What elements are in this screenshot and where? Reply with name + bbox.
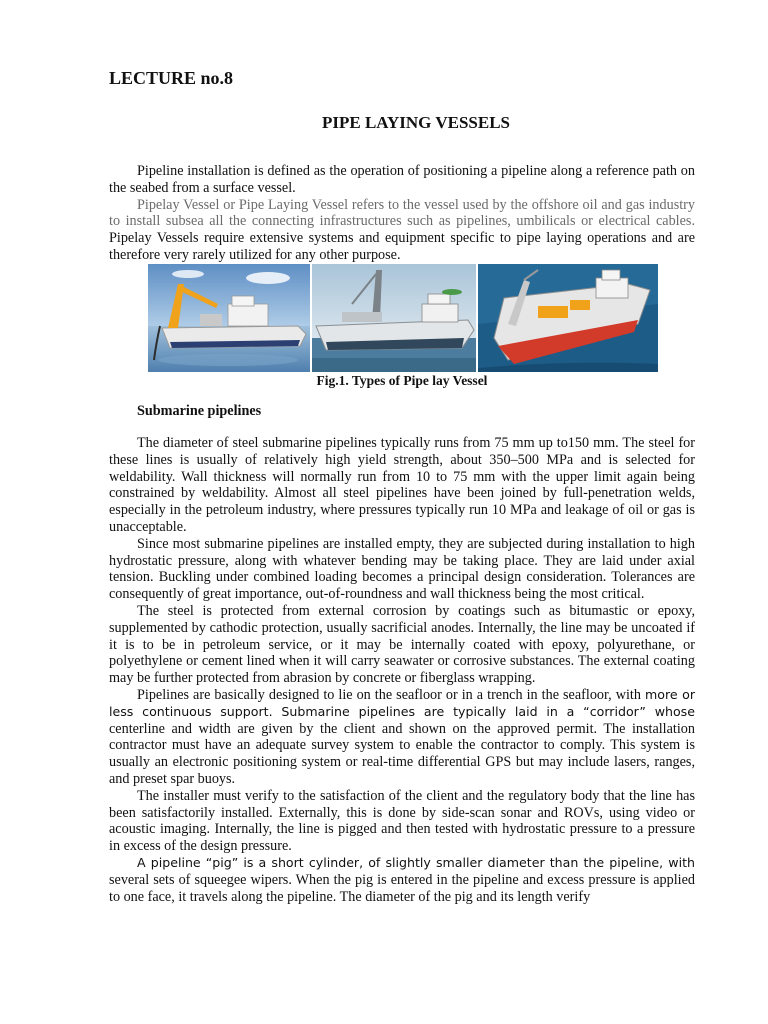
section-heading: Submarine pipelines bbox=[137, 403, 262, 419]
intro-paragraph-2 bbox=[109, 197, 695, 264]
page-title: PIPE LAYING VESSELS bbox=[321, 113, 511, 132]
intro-paragraph-2-gray-text: Pipelay Vessel or Pipe Laying Vessel refers to the vessel used by the offshore oil and gas industry to install subsea all the connecting infrastructures such as pipelines, umbilicals or electrical cables. bbox=[109, 196, 695, 230]
body-paragraph-6-part-b: several sets of squeegee wipers. When the pig is entered in the pipeline and excess pressure is applied to one face, it travels along the pipeline. The diameter of the pig and its length verify bbox=[109, 871, 695, 905]
intro-paragraph-2-text: Pipelay Vessels require extensive systems and equipment specific to pipe laying operations and are therefore very rarely utilized for any other purpose. bbox=[109, 230, 695, 263]
vessel-photo-3 bbox=[478, 264, 658, 372]
section-body bbox=[109, 435, 695, 905]
body-paragraph-6 bbox=[109, 855, 695, 905]
body-paragraph-6-part-a: A pipeline “pig” is a short cylinder, of slightly smaller diameter than the pipeline, with bbox=[137, 854, 695, 870]
vessel-photo-2 bbox=[312, 264, 476, 372]
vessel-photo-1 bbox=[148, 264, 310, 372]
body-paragraph-1: The diameter of steel submarine pipelines typically runs from 75 mm up to150 mm. The steel for these lines is usually of relatively high yield strength, about 350–500 MPa and is selected for weldability. Wall thickness will normally run from 10 to 75 mm with the upper limit again being constrained by weldability. Almost all steel pipelines have been joined by full-penetration welds, especially in the petroleum industry, where pressures typically run 10 MPa and leakage of oil or gas is unacceptable. bbox=[109, 435, 695, 535]
intro-section bbox=[109, 163, 695, 264]
body-paragraph-3: The steel is protected from external corrosion by coatings such as bitumastic or epoxy, supplemented by cathodic protection, usually sacrificial anodes. Internally, the line may be uncoated if it is to be in petroleum service, or it may be internally coated with epoxy, polyurethane, or polyethylene or cement lined when it will carry seawater or corrosive substances. The external coating may be further protected from abrasion by concrete or fiberglass wrapping. bbox=[109, 602, 695, 687]
figure-caption: Fig.1. Types of Pipe lay Vessel bbox=[316, 373, 488, 388]
body-paragraph-4-part-a: Pipelines are basically designed to lie on the seafloor or in a trench in the seafloor, with bbox=[137, 686, 645, 703]
lecture-heading: LECTURE no.8 bbox=[109, 68, 234, 88]
body-paragraph-4 bbox=[109, 687, 695, 788]
body-paragraph-5: The installer must verify to the satisfaction of the client and the regulatory body that the line has been satisfactorily installed. Externally, this is done by side-scan sonar and ROVs, using video or acoustic imaging. Internally, the line is pigged and then tested with hydrostatic pressure to a pressure in excess of the design pressure. bbox=[109, 787, 695, 855]
body-paragraph-4-part-c: centerline and width are given by the client and shown on the approved permit. The installation contractor must have an adequate survey system to enable the contractor to comply. This system is usually an electronic positioning system or real-time differential GPS but may include lasers, ranges, and preset spar buoys. bbox=[109, 720, 695, 787]
intro-paragraph-1: Pipeline installation is defined as the operation of positioning a pipeline along a reference path on the seabed from a surface vessel. bbox=[109, 163, 695, 196]
body-paragraph-2: Since most submarine pipelines are installed empty, they are subjected during installation to high hydrostatic pressure, along with whatever bending may be taking place. They are laid under axial tension. Buckling under combined loading becomes a principal design consideration. Tolerances are consequently of great importance, out-of-roundness and wall thickness being the most critical. bbox=[109, 535, 695, 603]
body-paragraph-4-part-b: more or less continuous support. Submarine pipelines are typically laid in a “corridor” whose bbox=[109, 686, 695, 719]
